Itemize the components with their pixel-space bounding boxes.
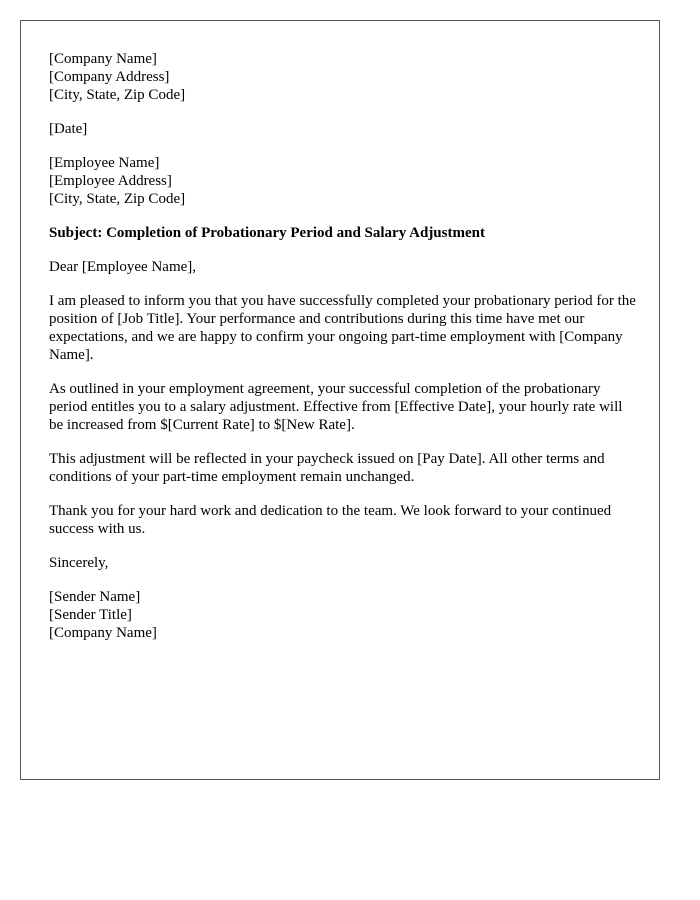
signature-sender-name: [Sender Name] [49,589,141,605]
body-paragraph-3: This adjustment will be reflected in your paycheck issued on [Pay Date]. All other terms and conditions of your part-time employment remain unchanged. [49,451,605,485]
body-paragraph-1: I am pleased to inform you that you have successfully completed your probationary period for the position of [Job Title]. Your performance and contributions during this time have met our expectations, and we are happy to confirm your ongoing part-time employment with [Company Name]. [49,293,636,363]
sender-city-state-zip: [City, State, Zip Code] [49,87,186,103]
date-block [49,120,637,138]
recipient-city-state-zip: [City, State, Zip Code] [49,191,186,207]
body-paragraph-4: Thank you for your hard work and dedication to the team. We look forward to your continued success with us. [49,503,612,537]
letter-content [49,50,637,658]
signature-sender-title: [Sender Title] [49,607,132,623]
sender-address-block [49,50,637,104]
signature-company-name: [Company Name] [49,625,157,641]
sender-company-name: [Company Name] [49,51,157,67]
letter-salutation: Dear [Employee Name], [49,259,197,275]
sender-company-address: [Company Address] [49,69,170,85]
recipient-address-block [49,154,637,208]
body-paragraph-2: As outlined in your employment agreement, your successful completion of the probationary period entitles you to a salary adjustment. Effective from [Effective Date], your hourly rate will be increased from $[Current Rate] to $[New Rate]. [49,381,623,433]
letter-closing: Sincerely, [49,555,109,571]
letter-page [20,20,660,780]
signature-block [49,588,637,642]
letter-subject: Subject: Completion of Probationary Period and Salary Adjustment [49,225,485,241]
recipient-address: [Employee Address] [49,173,172,189]
recipient-name: [Employee Name] [49,155,160,171]
letter-date: [Date] [49,121,88,137]
